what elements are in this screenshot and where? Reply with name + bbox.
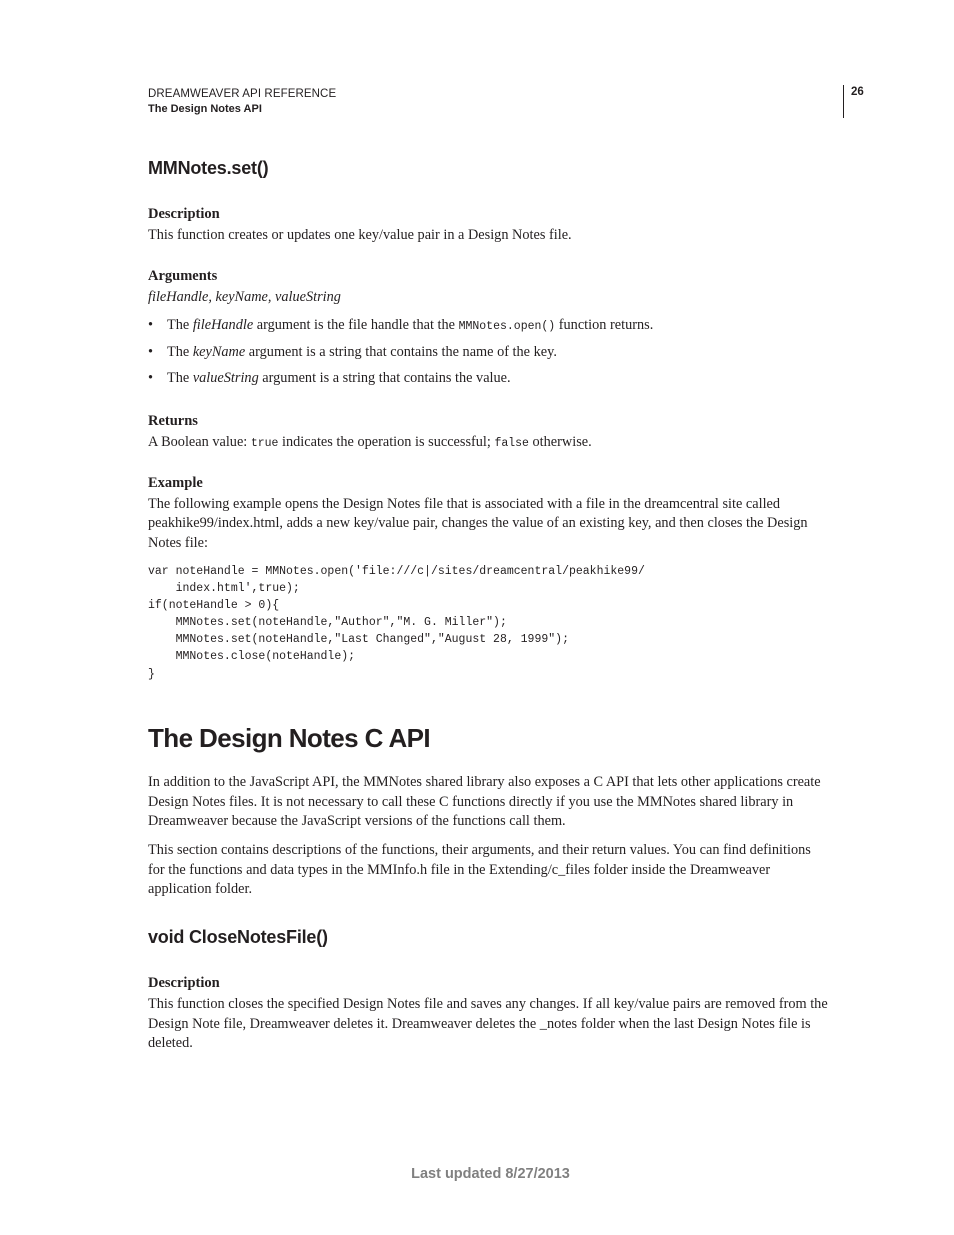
paragraph-line: Design Note file, Dreamweaver deletes it. Dreamweaver deletes the _notes folder when the last Design Notes file is [148, 1016, 811, 1032]
example-text-line: peakhike99/index.html, adds a new key/value pair, changes the value of an existing key, and then closes the Design [148, 515, 808, 531]
argument-name: keyName [192, 344, 246, 360]
running-header [148, 87, 336, 117]
returns-heading: Returns [148, 413, 198, 429]
paragraph-line: In addition to the JavaScript API, the MMNotes shared library also exposes a C API that lets other applications create [148, 774, 821, 790]
arguments-heading: Arguments [148, 268, 218, 284]
returns-text: A Boolean value: true indicates the operation is successful; false otherwise. [148, 434, 592, 450]
inline-code: false [494, 437, 529, 450]
function-heading-closenotesfile: void CloseNotesFile() [148, 927, 328, 947]
section-title: The Design Notes API [148, 103, 262, 115]
example-heading: Example [148, 475, 203, 491]
paragraph-line: for the functions and data types in the MMInfo.h file in the Extending/c_files folder inside the Dreamweaver [148, 862, 771, 878]
code-example: var noteHandle = MMNotes.open('file:///c|/sites/dreamcentral/peakhike99/ index.html',true); if(noteHandle > 0){ MMNotes.set(noteHandle,"Author","M. G. Miller"); MMNotes.set(noteHandle,"Last Changed","August 28, 1999"); MMNotes.close(noteHandle); } [148, 565, 645, 681]
bullet-icon: • [148, 344, 154, 360]
document-title: DREAMWEAVER API REFERENCE [148, 88, 337, 100]
arguments-signature: fileHandle, keyName, valueString [148, 289, 341, 305]
description-heading: Description [148, 975, 220, 991]
page-number: 26 [851, 86, 864, 98]
bullet-icon: • [148, 370, 154, 386]
example-text-line: Notes file: [148, 535, 208, 551]
section-heading-c-api: The Design Notes C API [148, 723, 430, 753]
paragraph-line: This function closes the specified Design Notes file and saves any changes. If all key/value pairs are removed from the [148, 996, 828, 1012]
footer-last-updated: Last updated 8/27/2013 [411, 1166, 570, 1182]
inline-code: MMNotes.open() [458, 320, 556, 333]
function-heading-mmnotes-set: MMNotes.set() [148, 158, 269, 178]
argument-name: valueString [192, 370, 259, 386]
argument-name: fileHandle [192, 317, 254, 333]
description-text: This function creates or updates one key/value pair in a Design Notes file. [148, 227, 572, 243]
paragraph-line: Dreamweaver because the JavaScript versions of the functions call them. [148, 813, 566, 829]
bullet-icon: • [148, 317, 154, 333]
example-text-line: The following example opens the Design Notes file that is associated with a file in the dreamcentral site called [148, 496, 781, 512]
paragraph-line: Design Notes files. It is not necessary to call these C functions directly if you use the MMNotes shared library in [148, 794, 794, 810]
paragraph-line: application folder. [148, 881, 253, 897]
header-divider [843, 85, 844, 118]
description-heading: Description [148, 206, 220, 222]
paragraph-line: This section contains descriptions of the functions, their arguments, and their return values. You can find definitions [148, 842, 811, 858]
paragraph-line: deleted. [148, 1035, 193, 1051]
inline-code: true [250, 437, 279, 450]
